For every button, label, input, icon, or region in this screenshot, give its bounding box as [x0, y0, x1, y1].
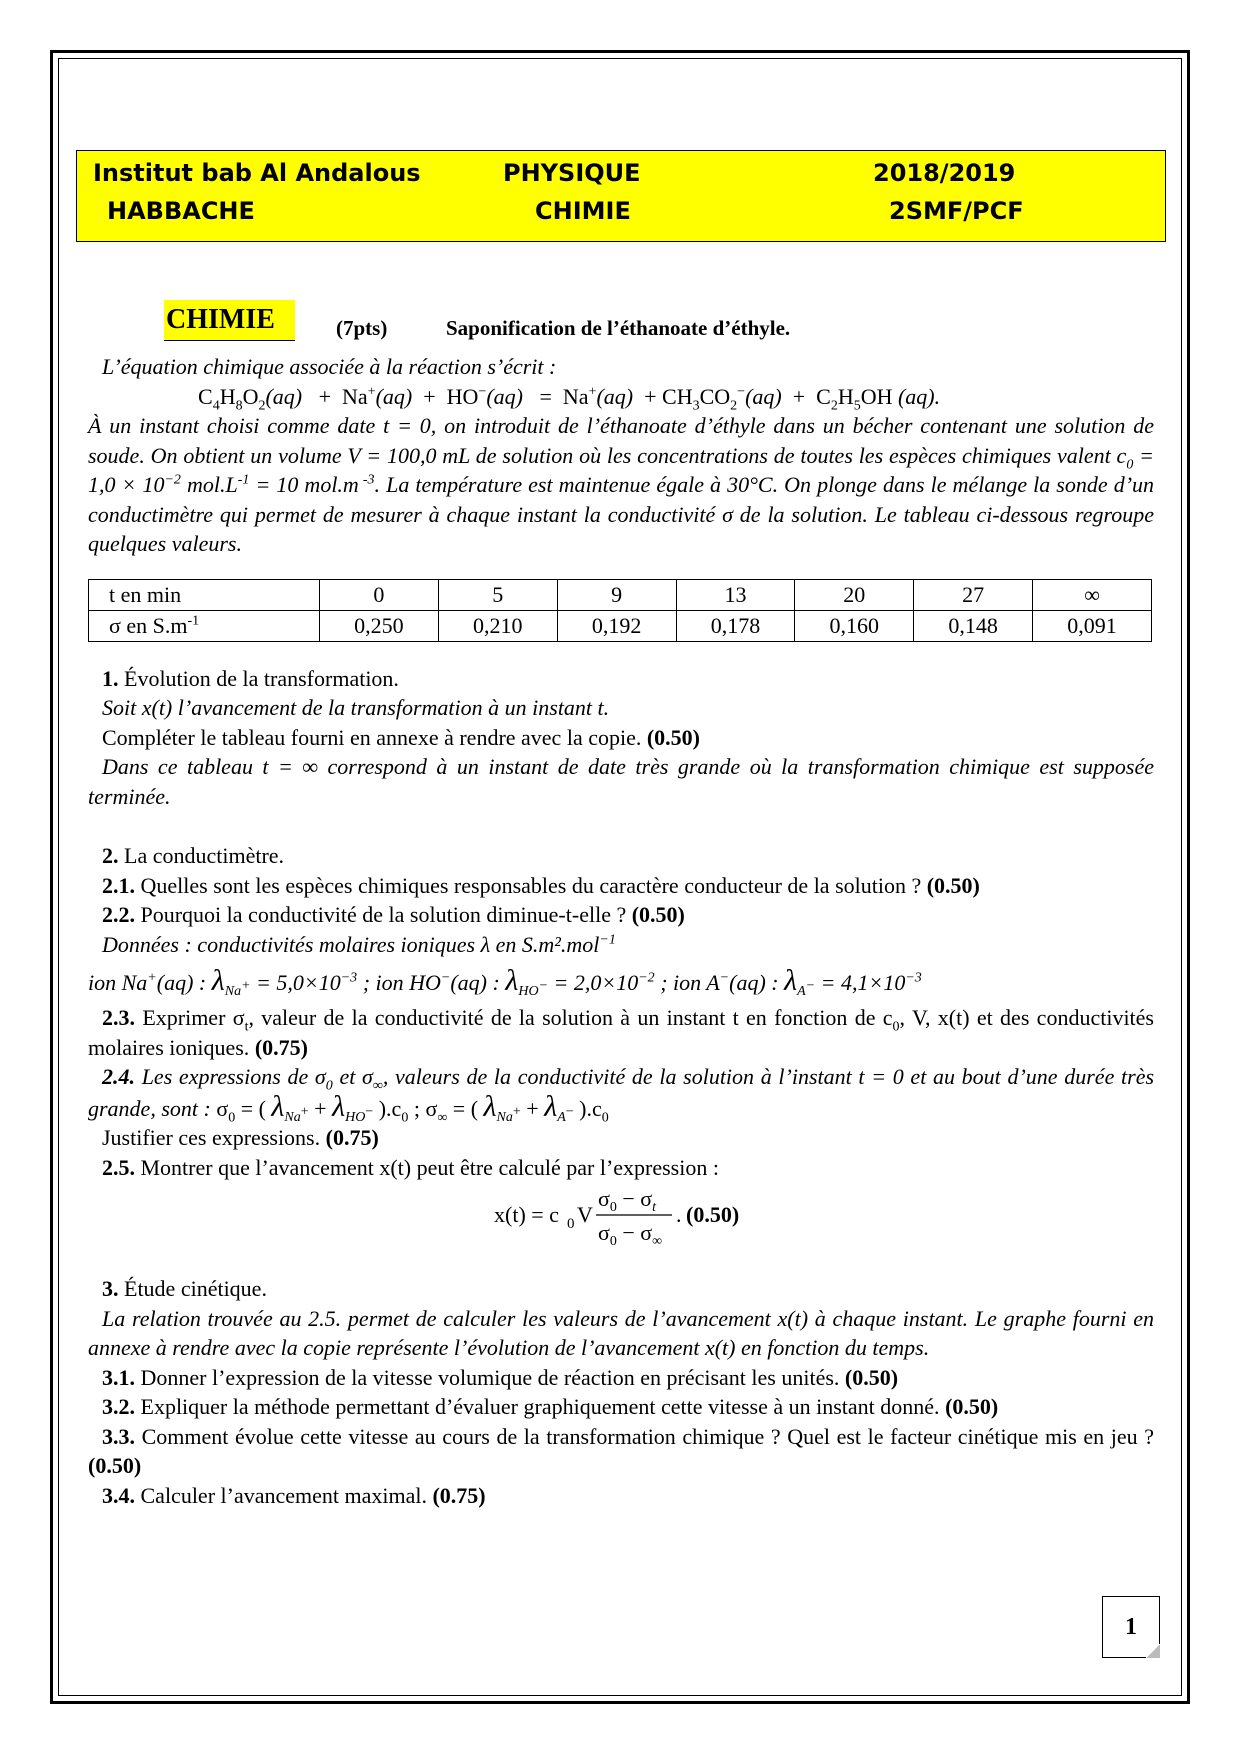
q3-intro: La relation trouvée au 2.5. permet de calculer les valeurs de l’avancement x(t) à chaque instant. Le graphe fourni en annexe à rendre avec la copie représente l’évolution de l’avancement x(t) en fonction du temps.	[88, 1305, 1154, 1360]
page-curl-icon	[1146, 1644, 1160, 1658]
formula-numerator: $\sigma_0 - \sigma_t$	[598, 1186, 657, 1215]
q1-line3: Dans ce tableau t = ∞ correspond à un instant de date très grande où la transformation chimique est supposée terminée.	[88, 754, 1154, 809]
table-cell: 0,148	[914, 610, 1033, 641]
spacer	[88, 642, 1154, 664]
table-cell: 0,250	[320, 610, 439, 641]
q22: 2.2. Pourquoi la conductivité de la solution diminue-t-elle ? (0.50)	[102, 902, 685, 927]
exam-content	[88, 304, 1155, 1510]
q21: 2.1. Quelles sont les espèces chimiques responsables du caractère conducteur de la solution ? (0.50)	[102, 872, 980, 898]
row-label-sigma: σ en $S.m^{-1}$	[89, 610, 320, 641]
q1-line2: Compléter le tableau fourni en annexe à rendre avec la copie. (0.50)	[102, 724, 700, 750]
q24-justify: Justifier ces expressions. (0.75)	[102, 1125, 379, 1150]
school-year: 2018/2019	[873, 159, 1016, 187]
table-row-sigma	[89, 610, 1152, 641]
q23: 2.3. Exprimer $\sigma_t$, valeur de la conductivité de la solution à un instant t en fonction de $c_0$, V, x(t) et des conductivités molaires ioniques. (0.75)	[88, 1005, 1154, 1060]
q33: 3.3. Comment évolue cette vitesse au cours de la transformation chimique ? Quel est le facteur cinétique mis en jeu ? (0.50)	[88, 1423, 1155, 1478]
section-title: Saponification de l’éthanoate d’éthyle.	[446, 316, 791, 340]
subject-chimie: CHIMIE	[535, 197, 631, 225]
formula-sub: 0	[567, 1216, 575, 1232]
q32: 3.2. Expliquer la méthode permettant d’évaluer graphiquement cette vitesse à un instant donné. (0.50)	[102, 1394, 999, 1419]
table-cell: 0,210	[438, 610, 557, 641]
equation-intro: L’équation chimique associée à la réaction s’écrit :	[102, 354, 557, 379]
table-cell: 27	[914, 579, 1033, 610]
table-cell: 20	[795, 579, 914, 610]
formula-lhs: x(t) = c	[494, 1202, 559, 1227]
ionic-conductivities: ion Na+(aq) : $\lambda_{Na^+} = 5,0\times 10^{-3}$ ; ion HO−(aq) : $\lambda_{HO^-} = 2,0\times 10^{-2}$ ; ion A−(aq) : $\lambda_{A^-} = 4,1\times 10^{-3}$	[88, 964, 922, 1000]
subject-physique: PHYSIQUE	[503, 159, 641, 187]
spacer	[88, 1252, 1154, 1274]
formula-v: V	[577, 1202, 593, 1227]
q2-title: 2. La conductimètre.	[102, 843, 285, 868]
intro-paragraph: À un instant choisi comme date t = 0, on introduit de l’éthanoate d’éthyle dans un bécher contenant une solution de soude. On obtient un volume V = 100,0 mL de solution où les concentrations de toutes les espèces chimiques valent $c_0 = 1,0 \times 10^{-2}$ $mol.L^{-1} = 10$ mol.m $^{-3}$. La température est maintenue égale à 30°C. On plonge dans le mélange la sonde d’un conductimètre qui permet de mesurer à chaque instant la conductivité σ de la solution. Le tableau ci-dessous regroupe quelques valeurs.	[88, 413, 1155, 556]
class-level: 2SMF/PCF	[889, 197, 1024, 225]
table-cell: 0,192	[557, 610, 676, 641]
spacer	[88, 811, 1154, 841]
formula-denominator: $\sigma_0 - \sigma_\infty$	[598, 1220, 663, 1249]
table-cell: 0	[320, 579, 439, 610]
section-title-row	[88, 304, 1154, 352]
formula-svg	[488, 1182, 888, 1252]
q31: 3.1. Donner l’expression de la vitesse volumique de réaction en précisant les unités. (0.50)	[102, 1364, 899, 1390]
table-cell: 5	[438, 579, 557, 610]
header-banner	[76, 150, 1166, 242]
q24: 2.4. Les expressions de $\sigma_0$ et $\sigma_\infty$, valeurs de la conductivité de la solution à l’instant t = 0 et au bout d’une durée très grande, sont : $\sigma_0$ = ( $\lambda_{Na^+} + \lambda_{HO^-}$ )$.c_0$ ; $\sigma_\infty$ = ( $\lambda_{Na^+} + \lambda_{A^-}$ )$.c_0$	[88, 1064, 1155, 1125]
avancement-formula	[88, 1182, 1154, 1252]
school-name: Institut bab Al Andalous	[93, 159, 421, 187]
formula-points: (0.50)	[686, 1202, 740, 1227]
table-cell: 13	[676, 579, 795, 610]
table-row-time	[89, 579, 1152, 610]
teacher-name: HABBACHE	[107, 197, 255, 225]
q34: 3.4. Calculer l’avancement maximal. (0.75)	[102, 1482, 486, 1508]
table-cell: ∞	[1033, 579, 1152, 610]
formula-dot: .	[676, 1202, 682, 1227]
page-number: 1	[1102, 1596, 1160, 1658]
chemical-equation: $C_4H_8O_2(aq) + Na^+(aq) + HO^-(aq) = Na^+(aq) + CH_3CO_2^-(aq) + C_2H_5OH$ (aq).	[198, 383, 941, 413]
section-tag: CHIMIE	[164, 300, 295, 341]
q25: 2.5. Montrer que l’avancement x(t) peut être calculé par l’expression :	[102, 1154, 719, 1180]
row-label-time: t en min	[89, 579, 320, 610]
conductivity-table	[88, 579, 1152, 642]
donnees: Données : conductivités molaires ioniques λ en S.m².mol$^{-1}$	[102, 931, 616, 957]
table-cell: 0,178	[676, 610, 795, 641]
q1-line1: Soit x(t) l’avancement de la transformation à un instant t.	[102, 695, 610, 720]
table-cell: 0,160	[795, 610, 914, 641]
table-cell: 0,091	[1033, 610, 1152, 641]
q3-title: 3. Étude cinétique.	[102, 1276, 267, 1301]
table-cell: 9	[557, 579, 676, 610]
q1-title: 1. Évolution de la transformation.	[102, 665, 399, 691]
section-points: (7pts)	[336, 316, 388, 340]
